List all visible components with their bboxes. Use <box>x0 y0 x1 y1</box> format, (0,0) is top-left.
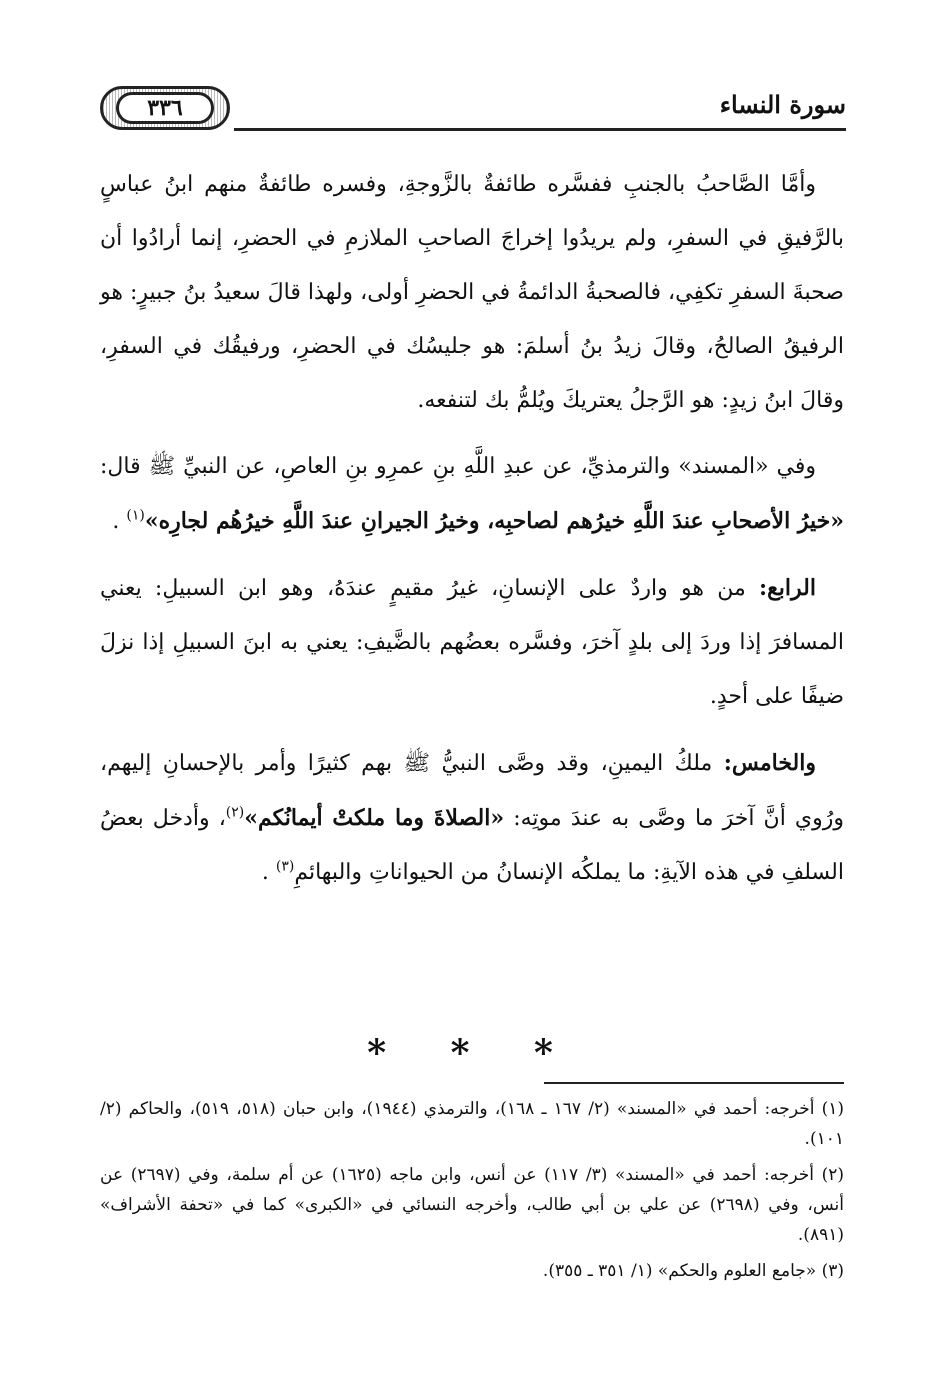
paragraph-4-text: ملكُ اليمينِ، وقد وصَّى النبيُّ ﷺ بهم كثيرًا وأمر بالإحسانِ إليهم، ورُوي أنَّ آخرَ ما وصَّى به عندَ موتِه: <box>100 751 844 831</box>
paragraph-4-cont: ، وأدخل بعضُ السلفِ في هذه الآيةِ: ما يملكُه الإنسانُ من الحيواناتِ والبهائمِ <box>100 806 844 885</box>
footnote-ref-1[interactable]: (١) <box>126 507 145 524</box>
page-number: ٣٣٦ <box>147 95 183 121</box>
main-text <box>100 158 844 912</box>
footnote-rule <box>544 1082 844 1084</box>
footnote-ref-3[interactable]: (٣) <box>275 858 295 875</box>
hadith-quote-1: «خيرُ الأصحابِ عندَ اللَّهِ خيرُهم لصاحبِه، وخيرُ الجيرانِ عندَ اللَّهِ خيرُهُم لجارِه» <box>144 508 844 534</box>
paragraph-1: وأمَّا الصَّاحبُ بالجنبِ ففسَّره طائفةٌ بالزَّوجةِ، وفسره طائفةٌ منهم ابنُ عباسٍ بالرَّفيقِ في السفرِ، ولم يريدُوا إخراجَ الصاحبِ الملازمِ في الحضرِ، إنما أرادُوا أن صحبةَ السفرِ تكفِي، فالصحبةُ الدائمةُ في الحضرِ أولى، ولهذا قالَ سعيدُ بنُ جبيرٍ: هو الرفيقُ الصالحُ، وقالَ زيدُ بنُ أسلمَ: هو جليسُك في الحضرِ، ورفيقُك في السفرِ، وقالَ ابنُ زيدٍ: هو الرَّجلُ يعتريكَ ويُلمُّ بك لتنفعه. <box>100 172 844 413</box>
header-rule <box>234 128 846 131</box>
paragraph-2 <box>100 440 844 549</box>
paragraph-2-text: وفي «المسند» والترمذيِّ، عن عبدِ اللَّهِ بنِ عمرِو بنِ العاصِ، عن النبيِّ ﷺ قال: <box>100 454 816 479</box>
badge-inner <box>116 92 214 124</box>
footnote-3: (٣) «جامع العلوم والحكم» (١/ ٣٥١ ـ ٣٥٥). <box>542 1261 844 1281</box>
footnotes <box>100 1094 844 1292</box>
paragraph-4 <box>100 736 844 900</box>
paragraph-4-lead: والخامس: <box>723 750 816 776</box>
footnote-2: (٢) أخرجه: أحمد في «المسند» (٣/ ١١٧) عن أنس، وابن ماجه (١٦٢٥) عن أم سلمة، وفي (٢٦٩٧) عن أنس، وفي (٢٦٩٨) عن علي بن أبي طالب، وأخرجه النسائي في «الكبرى» كما في «تحفة الأشراف» (٨٩١). <box>100 1165 844 1245</box>
paragraph-3-lead: الرابع: <box>758 575 816 601</box>
paragraph-2-end: . <box>112 509 120 534</box>
section-separator: * * * <box>367 1032 579 1074</box>
footnote-ref-2[interactable]: (٢) <box>225 804 245 821</box>
hadith-quote-2: «الصلاةَ وما ملكتْ أيمانُكم» <box>244 805 505 831</box>
page-number-badge <box>100 86 230 130</box>
surah-title: سورة النساء <box>719 90 846 119</box>
paragraph-4-end: . <box>261 860 269 885</box>
paragraph-3 <box>100 561 844 724</box>
footnote-1: (١) أخرجه: أحمد في «المسند» (٢/ ١٦٧ ـ ١٦٨)، والترمذي (١٩٤٤)، وابن حبان (٥١٨، ٥١٩)، والحاكم (٢/ ١٠١). <box>100 1099 845 1149</box>
page-header <box>100 86 846 134</box>
paragraph-3-text: من هو واردٌ على الإنسانِ، غيرُ مقيمٍ عندَهُ، وهو ابن السبيلِ: يعني المسافرَ إذا وردَ إلى بلدٍ آخرَ، وفسَّره بعضُهم بالضَّيفِ: يعني به ابنَ السبيلِ إذا نزلَ ضيفًا على أحدٍ. <box>100 576 844 709</box>
